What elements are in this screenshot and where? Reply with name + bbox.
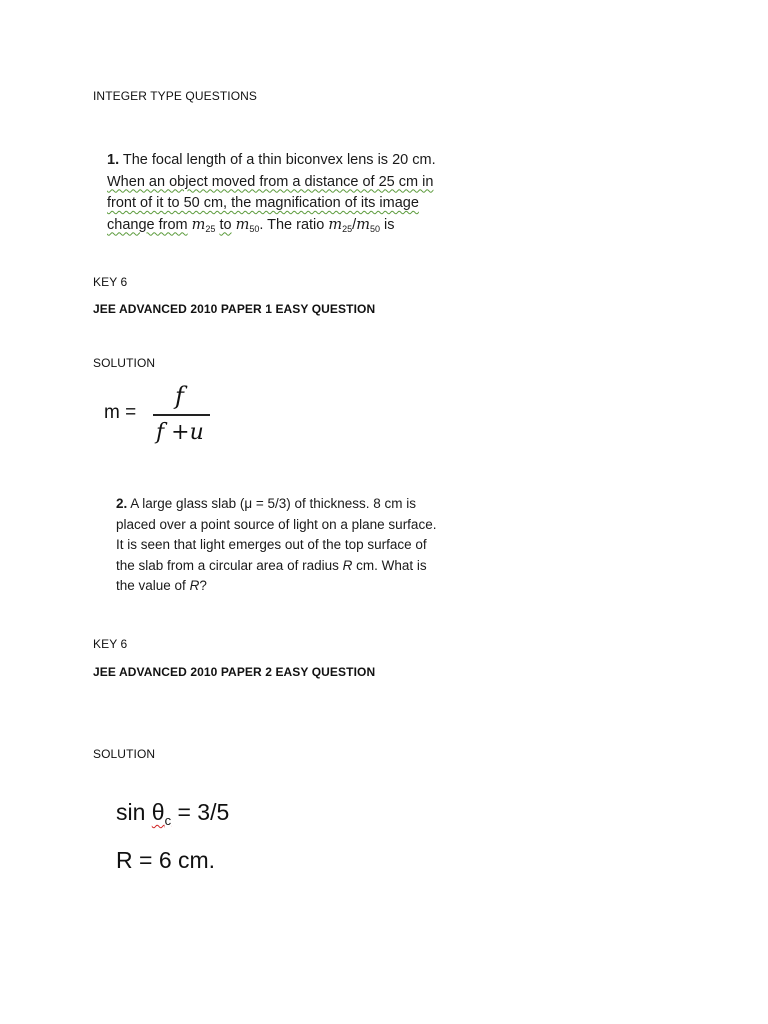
equation-1-rhs: = 3/5 (171, 799, 230, 825)
question-2-line-5b: ? (199, 578, 207, 593)
symbol-R: R (342, 557, 353, 573)
solution-2-label: SOLUTION (93, 747, 156, 761)
word-to: to (219, 216, 232, 233)
slash: / (352, 216, 357, 233)
sub-50: 50 (369, 223, 380, 234)
sin-text: sin (116, 799, 146, 825)
word-is: is (383, 216, 395, 233)
theta-c (151, 799, 172, 828)
symbol-m: m (235, 216, 250, 233)
theta-symbol: θ (151, 799, 165, 825)
question-2-line-4b: cm. What is (356, 557, 427, 573)
solution-1-label: SOLUTION (93, 356, 156, 370)
question-1-line-4b: . The ratio (259, 216, 325, 233)
symbol-m: m (191, 216, 206, 233)
key-1: KEY 6 (93, 275, 128, 289)
section-heading: INTEGER TYPE QUESTIONS (93, 89, 258, 103)
question-2-line-3: It is seen that light emerges out of the top surface of (116, 537, 427, 552)
question-1-number: 1. (107, 152, 120, 168)
question-1-line-2: When an object moved from a distance of 25 cm in (107, 173, 434, 190)
source-2: JEE ADVANCED 2010 PAPER 2 EASY QUESTION (93, 665, 376, 679)
question-2-line-5a: the value of (116, 578, 186, 593)
question-1-line-1: The focal length of a thin biconvex lens is 20 cm. (122, 152, 436, 168)
formula-1-lhs: m = (104, 402, 137, 423)
fraction-bar (153, 414, 210, 416)
symbol-m: m (328, 216, 343, 233)
solution-2-equation-1 (116, 799, 229, 828)
symbol-R: R (189, 578, 200, 593)
question-2-number: 2. (116, 496, 128, 511)
sub-50: 50 (249, 223, 260, 234)
question-2-line-4a: the slab from a circular area of radius (116, 557, 339, 573)
question-2 (116, 494, 436, 597)
question-1-line-3: front of it to 50 cm, the magnification of its image (107, 195, 419, 211)
question-2-line-1: A large glass slab (μ = 5/3) of thickness. 8 cm is (130, 496, 417, 511)
key-2: KEY 6 (93, 637, 128, 651)
solution-2-equation-2: R = 6 cm. (116, 847, 216, 873)
theta-subscript: c (164, 813, 172, 828)
source-1: JEE ADVANCED 2010 PAPER 1 EASY QUESTION (93, 302, 376, 316)
question-2-line-2: placed over a point source of light on a plane surface. (116, 516, 437, 532)
sub-25: 25 (205, 223, 216, 234)
question-1-line-4a: change from (107, 216, 188, 233)
formula-1-numerator: f (175, 382, 184, 410)
question-1 (107, 150, 436, 240)
sub-25: 25 (342, 223, 353, 234)
symbol-m: m (356, 216, 370, 233)
formula-1-denominator: f +u (156, 420, 204, 445)
